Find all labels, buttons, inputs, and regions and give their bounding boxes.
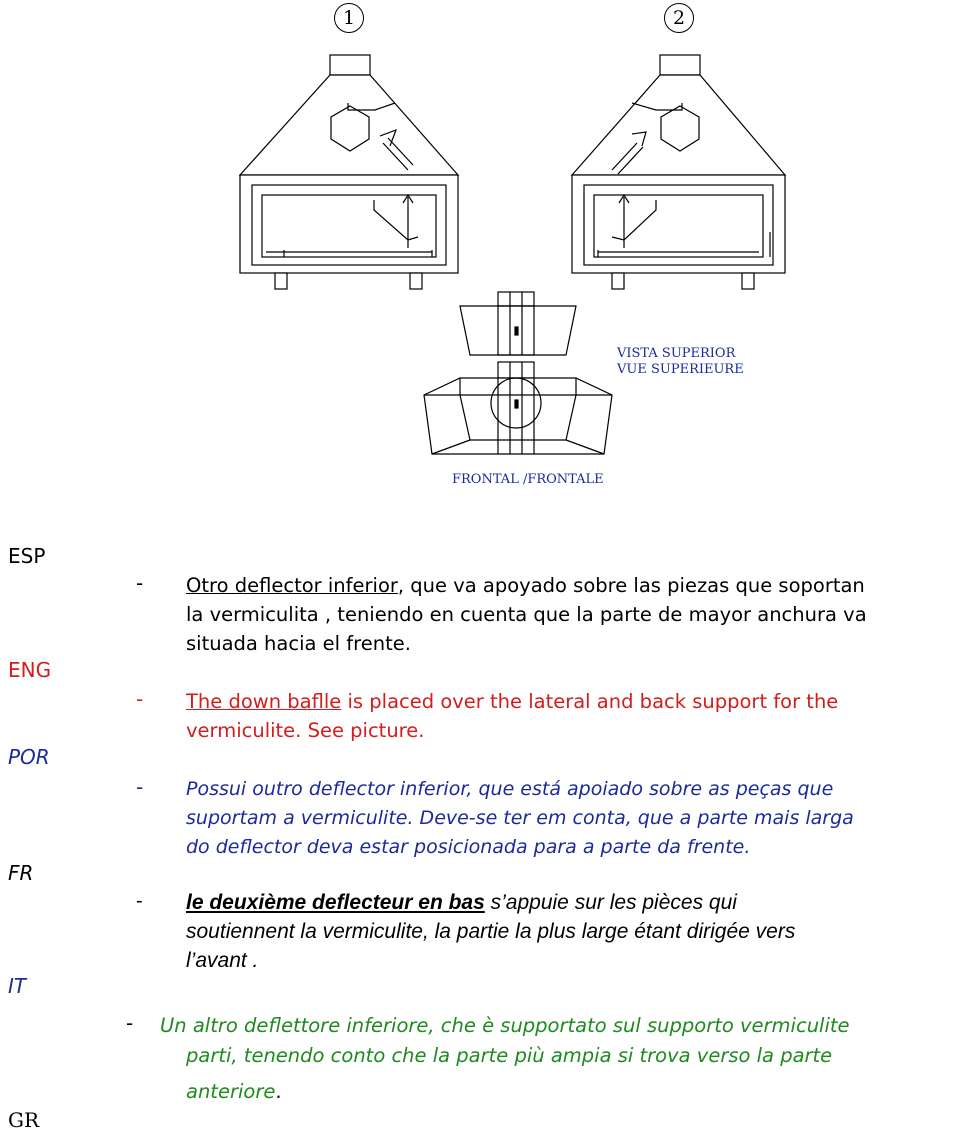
- top-view-label-es: VISTA SUPERIOR: [617, 346, 736, 361]
- language-label-por: POR: [8, 745, 50, 769]
- eng-line-2: vermiculite. See picture.: [186, 719, 425, 742]
- fr-underlined: le deuxième deflecteur en bas: [186, 891, 485, 914]
- bullet-it: -: [126, 1011, 134, 1035]
- paragraph-eng: [186, 687, 954, 745]
- paragraph-it: [160, 1011, 956, 1107]
- bullet-esp: -: [136, 571, 144, 595]
- por-line-1: Possui outro deflector inferior, que está apoiado sobre as peças que: [186, 778, 834, 800]
- fireplace-drawings: [0, 0, 960, 500]
- language-label-fr: FR: [8, 861, 34, 885]
- por-line-2: suportam a vermiculite. Deve-se ter em conta, que a parte mais larga: [186, 807, 854, 829]
- figure-number-2: 2: [664, 3, 694, 33]
- figure-number-1: 1: [334, 3, 364, 33]
- it-line-3: anteriore.: [186, 1080, 282, 1103]
- language-label-esp: ESP: [8, 544, 46, 568]
- paragraph-esp: [186, 571, 954, 658]
- fr-line-2: soutiennent la vermiculite, la partie la plus large étant dirigée vers: [186, 920, 796, 943]
- por-line-3: do deflector deva estar posicionada para a parte da frente.: [186, 836, 751, 858]
- language-label-eng: ENG: [8, 658, 52, 682]
- fr-line-1: le deuxième deflecteur en bas s’appuie sur les pièces qui: [186, 891, 737, 914]
- eng-underlined: The down baflle: [186, 690, 342, 713]
- fireplace-front-view-1: [240, 55, 458, 289]
- deflector-top-view: [460, 292, 576, 355]
- bullet-por: -: [136, 775, 144, 799]
- top-view-label-fr: VUE SUPERIEURE: [617, 362, 744, 377]
- paragraph-fr: [186, 888, 954, 975]
- fireplace-front-view-2: [572, 55, 785, 289]
- language-label-gr: GR: [8, 1108, 40, 1132]
- front-view-label: FRONTAL /FRONTALE: [452, 472, 604, 487]
- it-line-2: parti, tenendo conto che la parte più ampia si trova verso la parte: [186, 1044, 833, 1067]
- language-label-it: IT: [8, 974, 27, 998]
- esp-line-2: la vermiculita , teniendo en cuenta que la parte de mayor anchura va: [186, 603, 867, 626]
- bullet-eng: -: [136, 687, 144, 711]
- bullet-fr: -: [136, 890, 143, 912]
- esp-underlined: Otro deflector inferior: [186, 574, 398, 597]
- paragraph-por: [186, 775, 954, 862]
- eng-line-1: The down baflle is placed over the lateral and back support for the: [186, 690, 839, 713]
- it-line-1: Un altro deflettore inferiore, che è supportato sul supporto vermiculite: [160, 1014, 850, 1037]
- esp-line-3: situada hacia el frente.: [186, 632, 411, 655]
- fr-line-3: l’avant .: [186, 949, 259, 972]
- deflector-front-view: [424, 362, 612, 454]
- esp-line-1: Otro deflector inferior, que va apoyado sobre las piezas que soportan: [186, 574, 865, 597]
